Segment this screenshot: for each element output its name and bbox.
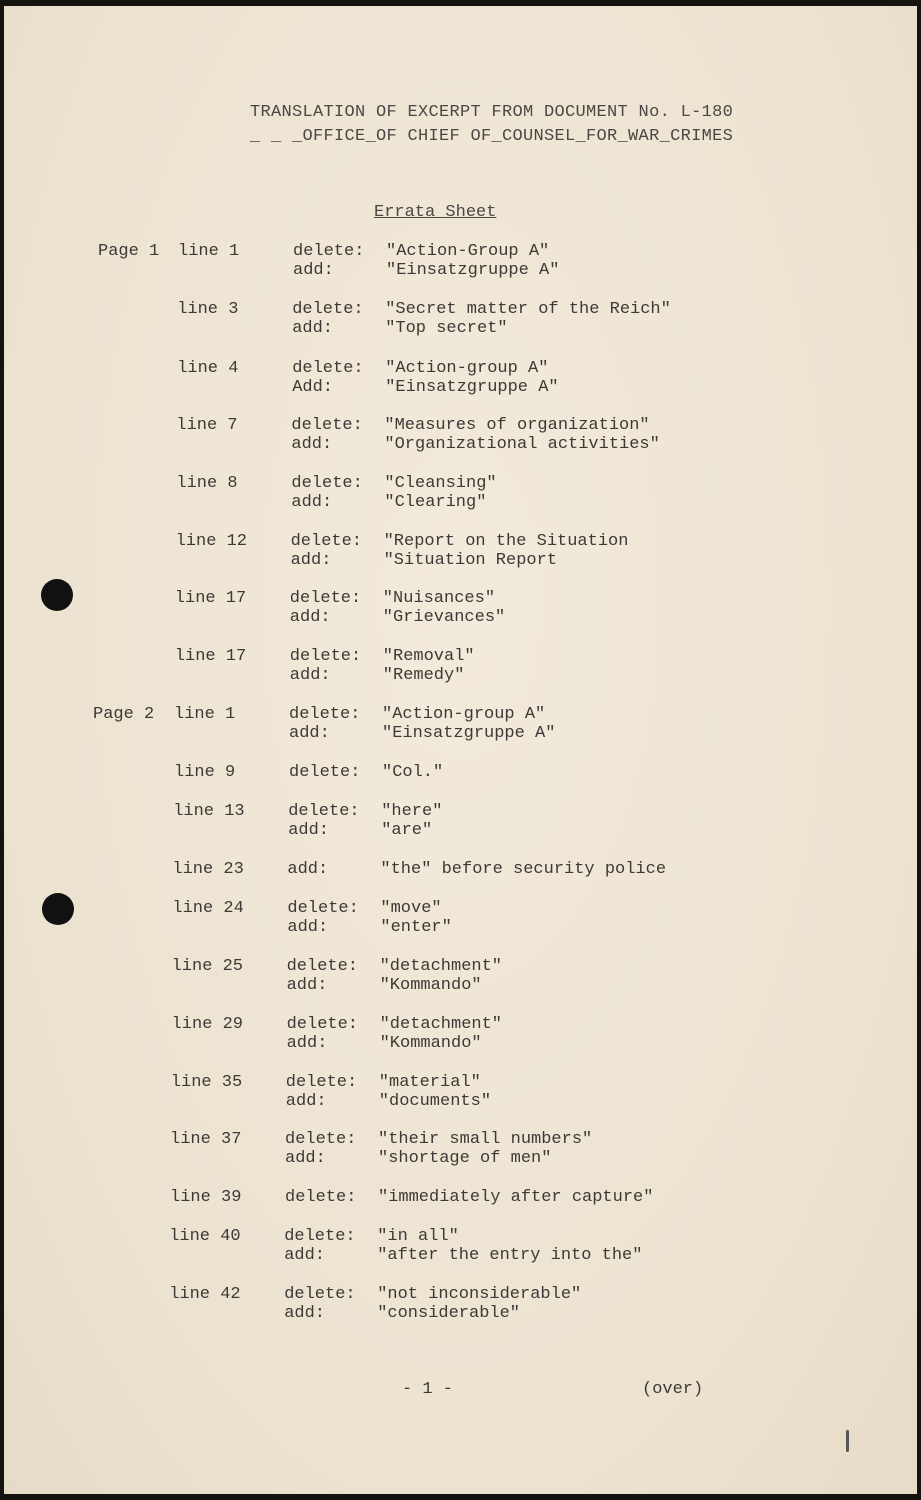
entry-line: line 9 [174, 763, 236, 782]
entry-text: "Clearing" [384, 493, 487, 512]
entry-label: delete: [285, 1188, 357, 1207]
entry-label: delete: [291, 474, 363, 493]
entry-text: "Measures of organization" [384, 416, 650, 435]
entry-label: add: [284, 1304, 325, 1323]
entry-label: add: [289, 724, 330, 743]
entry-label: add: [288, 821, 329, 840]
entry-label: delete: [286, 957, 359, 976]
entry-label: add: [291, 435, 333, 454]
page-number: - 1 - [402, 1380, 454, 1399]
entry-label: delete: [286, 1015, 359, 1034]
entry-line: line 42 [169, 1285, 241, 1304]
entry-line: line 8 [176, 474, 238, 493]
entry-label: add: [291, 493, 333, 512]
entry-text: "Action-group A" [382, 705, 546, 724]
entry-line: line 37 [170, 1130, 242, 1149]
punch-hole-bottom [42, 893, 74, 925]
entry-text: "Einsatzgruppe A" [386, 261, 560, 280]
entry-label: add: [287, 860, 329, 879]
entry-text: "the" before security police [380, 860, 667, 879]
entry-line: line 35 [170, 1073, 243, 1092]
entry-text: "immediately after capture" [378, 1188, 654, 1207]
entry-label: delete: [284, 1285, 356, 1304]
entry-label: delete: [292, 359, 364, 378]
entry-text: "shortage of men" [378, 1149, 552, 1168]
entry-label: add: [286, 976, 328, 995]
entry-label: delete: [285, 1073, 358, 1092]
entry-label: delete: [288, 802, 360, 821]
entry-text: "detachment" [379, 1015, 503, 1034]
entry-label: add: [290, 551, 332, 570]
entry-line: line 1 [178, 242, 240, 261]
entry-line: line 29 [171, 1015, 244, 1034]
entry-label: Add: [292, 378, 333, 397]
entry-line: line 40 [169, 1227, 241, 1246]
entry-text: "not inconsiderable" [377, 1285, 582, 1304]
entry-label: delete: [285, 1130, 357, 1149]
paper-mark [846, 1430, 849, 1452]
entry-line: line 17 [174, 589, 247, 608]
entry-label: delete: [290, 532, 363, 551]
entry-label: add: [293, 261, 334, 280]
entry-text: "after the entry into the" [377, 1246, 643, 1265]
entry-label: delete: [289, 763, 361, 782]
entry-text: "Organizational activities" [384, 435, 660, 454]
entry-text: "move" [380, 899, 442, 918]
entry-text: "material" [378, 1073, 481, 1092]
over-note: (over) [642, 1380, 704, 1399]
entry-text: "detachment" [379, 957, 503, 976]
entry-label: delete: [289, 705, 361, 724]
entry-text: "Report on the Situation [383, 532, 629, 551]
entry-text: "Nuisances" [382, 589, 496, 608]
entry-text: "Action-Group A" [386, 242, 550, 261]
entry-line: line 17 [174, 647, 247, 666]
entry-line: line 24 [172, 899, 244, 918]
entry-label: delete: [287, 899, 359, 918]
entry-label: delete: [284, 1227, 356, 1246]
entry-line: line 23 [172, 860, 244, 879]
entry-text: "enter" [380, 918, 452, 937]
entry-text: "Secret matter of the Reich" [385, 300, 671, 319]
entry-text: "Kommando" [379, 1034, 482, 1053]
entry-text: "Cleansing" [384, 474, 497, 493]
entry-label: delete: [289, 647, 362, 666]
entry-text: "Action-group A" [385, 359, 549, 378]
entry-line: line 25 [171, 957, 244, 976]
errata-title: Errata Sheet [374, 203, 497, 222]
entry-text: "Col." [382, 763, 444, 782]
entry-text: "Kommando" [379, 976, 482, 995]
entry-label: add: [292, 319, 333, 338]
entry-text: "in all" [377, 1227, 459, 1246]
entry-label: add: [285, 1149, 326, 1168]
entry-text: "Grievances" [382, 608, 506, 627]
entry-text: "are" [381, 821, 433, 840]
entry-text: "here" [381, 802, 443, 821]
entry-page: Page 1 [98, 242, 160, 261]
entry-text: "Einsatzgruppe A" [382, 724, 556, 743]
entry-line: line 13 [173, 802, 245, 821]
entry-label: add: [287, 918, 329, 937]
entry-label: add: [289, 666, 331, 685]
entry-label: delete: [293, 242, 365, 261]
entry-text: "considerable" [377, 1304, 521, 1323]
entry-page: Page 2 [93, 705, 155, 724]
entry-label: delete: [291, 416, 363, 435]
entry-label: add: [284, 1246, 325, 1265]
entry-line: line 7 [176, 416, 238, 435]
entry-line: line 4 [177, 359, 239, 378]
entry-label: add: [285, 1092, 327, 1111]
entry-label: add: [289, 608, 331, 627]
document-page [4, 6, 917, 1494]
entry-label: delete: [289, 589, 362, 608]
header-line-2: _ _ _OFFICE_OF CHIEF OF_COUNSEL_FOR_WAR_CRIMES [250, 127, 734, 146]
entry-label: delete: [292, 300, 364, 319]
header-line-1: TRANSLATION OF EXCERPT FROM DOCUMENT No. L-180 [250, 103, 734, 122]
entry-text: "Einsatzgruppe A" [385, 378, 559, 397]
entry-line: line 3 [177, 300, 239, 319]
entry-label: add: [286, 1034, 328, 1053]
entry-text: "their small numbers" [378, 1130, 593, 1149]
entry-text: "Top secret" [385, 319, 508, 338]
entry-text: "Remedy" [382, 666, 465, 685]
entry-line: line 39 [170, 1188, 242, 1207]
entry-line: line 12 [175, 532, 248, 551]
entry-line: line 1 [174, 705, 236, 724]
entry-text: "documents" [378, 1092, 492, 1111]
punch-hole-top [41, 579, 73, 611]
entry-text: "Situation Report [383, 551, 558, 570]
entry-text: "Removal" [382, 647, 475, 666]
